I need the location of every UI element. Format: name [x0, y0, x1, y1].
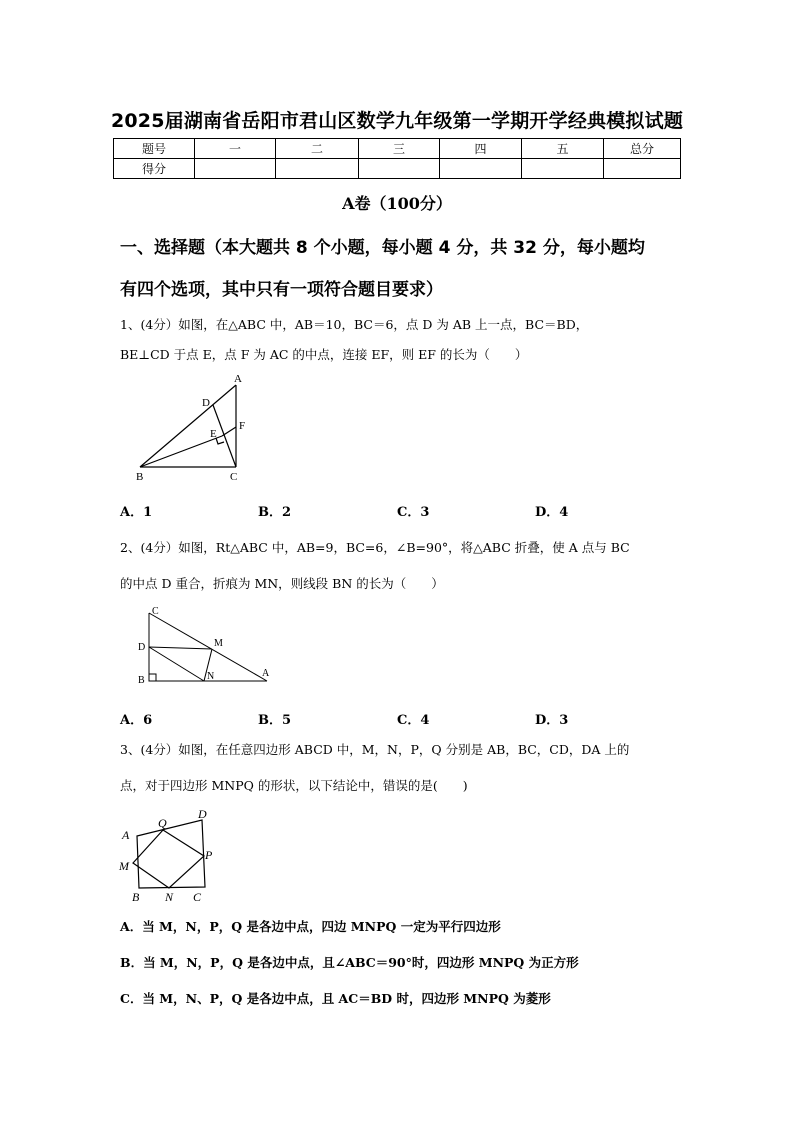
question-3-line2: 点，对于四边形 MNPQ 的形状，以下结论中，错误的是( ) [120, 778, 468, 793]
score-header-cell: 四 [440, 139, 522, 159]
score-header-cell: 三 [359, 139, 440, 159]
figure-label-m: M [119, 859, 129, 873]
score-cell [276, 159, 359, 179]
score-table-score-row [114, 159, 681, 179]
figure-label-p: P [205, 848, 213, 862]
score-header-cell: 一 [195, 139, 276, 159]
figure-label-a: A [234, 373, 242, 385]
score-cell [522, 159, 604, 179]
score-header-cell: 题号 [114, 139, 195, 159]
question-3-option-b: B．当 M，N，P，Q 是各边中点，且∠ABC＝90°时，四边形 MNPQ 为正方形 [120, 955, 579, 970]
figure-label-b: B [138, 675, 145, 686]
question-3-option-c: C．当 M，N、P，Q 是各边中点，且 AC＝BD 时，四边形 MNPQ 为菱形 [120, 991, 551, 1006]
score-cell [359, 159, 440, 179]
question-2-figure [130, 600, 275, 690]
question-2-option-b: B．5 [258, 713, 292, 728]
score-table [113, 138, 681, 179]
figure-label-f: F [239, 420, 246, 432]
figure-label-c: C [230, 471, 238, 483]
question-1-option-a: A．1 [120, 505, 153, 520]
figure-label-c: C [152, 606, 159, 617]
question-2-option-d: D．3 [535, 713, 569, 728]
question-2-option-a: A．6 [120, 713, 153, 728]
figure-label-a: A [122, 828, 130, 842]
question-1-option-c: C．3 [397, 505, 430, 520]
question-1-option-b: B．2 [258, 505, 292, 520]
figure-label-d: D [198, 807, 207, 821]
section-title: A卷（100分） [342, 194, 452, 213]
question-1-line1: 1、(4分）如图，在△ABC 中，AB＝10，BC＝6，点 D 为 AB 上一点，BC＝BD， [120, 317, 589, 332]
figure-label-n: N [207, 671, 215, 682]
figure-label-b: B [136, 471, 144, 483]
figure-label-c: C [193, 890, 202, 904]
part-one-heading-line2: 有四个选项，其中只有一项符合题目要求） [120, 280, 443, 300]
figure-label-a: A [262, 668, 270, 679]
question-3-option-a: A．当 M，N，P，Q 是各边中点，四边 MNPQ 一定为平行四边形 [120, 919, 501, 934]
score-cell [195, 159, 276, 179]
part-one-heading-line1: 一、选择题（本大题共 8 个小题，每小题 4 分，共 32 分，每小题均 [120, 238, 645, 258]
score-table-header-row [114, 139, 681, 159]
score-header-cell: 二 [276, 139, 359, 159]
question-2-line2: 的中点 D 重合，折痕为 MN，则线段 BN 的长为（ ） [120, 576, 444, 591]
question-3-figure [113, 805, 223, 905]
score-header-cell: 五 [522, 139, 604, 159]
question-1-line2: BE⊥CD 于点 E，点 F 为 AC 的中点，连接 EF，则 EF 的长为（ ） [120, 347, 528, 362]
question-1-figure [130, 370, 260, 485]
figure-label-m: M [214, 638, 223, 649]
figure-label-b: B [132, 890, 140, 904]
figure-label-q: Q [158, 816, 167, 830]
page-title: 2025届湖南省岳阳市君山区数学九年级第一学期开学经典模拟试题 [110, 110, 684, 132]
figure-label-n: N [165, 890, 174, 904]
question-1-option-d: D．4 [535, 505, 569, 520]
question-2-line1: 2、(4分）如图，Rt△ABC 中，AB=9，BC=6，∠B=90°，将△ABC 折叠，使 A 点与 BC [120, 540, 630, 555]
score-cell [440, 159, 522, 179]
question-2-option-c: C．4 [397, 713, 430, 728]
score-row-label: 得分 [114, 159, 195, 179]
question-3-line1: 3、(4分）如图，在任意四边形 ABCD 中，M，N，P，Q 分别是 AB，BC，CD，DA 上的 [120, 742, 630, 757]
figure-label-d: D [138, 642, 146, 653]
score-header-cell: 总分 [604, 139, 681, 159]
figure-label-e: E [210, 428, 217, 440]
score-cell [604, 159, 681, 179]
figure-label-d: D [202, 397, 210, 409]
